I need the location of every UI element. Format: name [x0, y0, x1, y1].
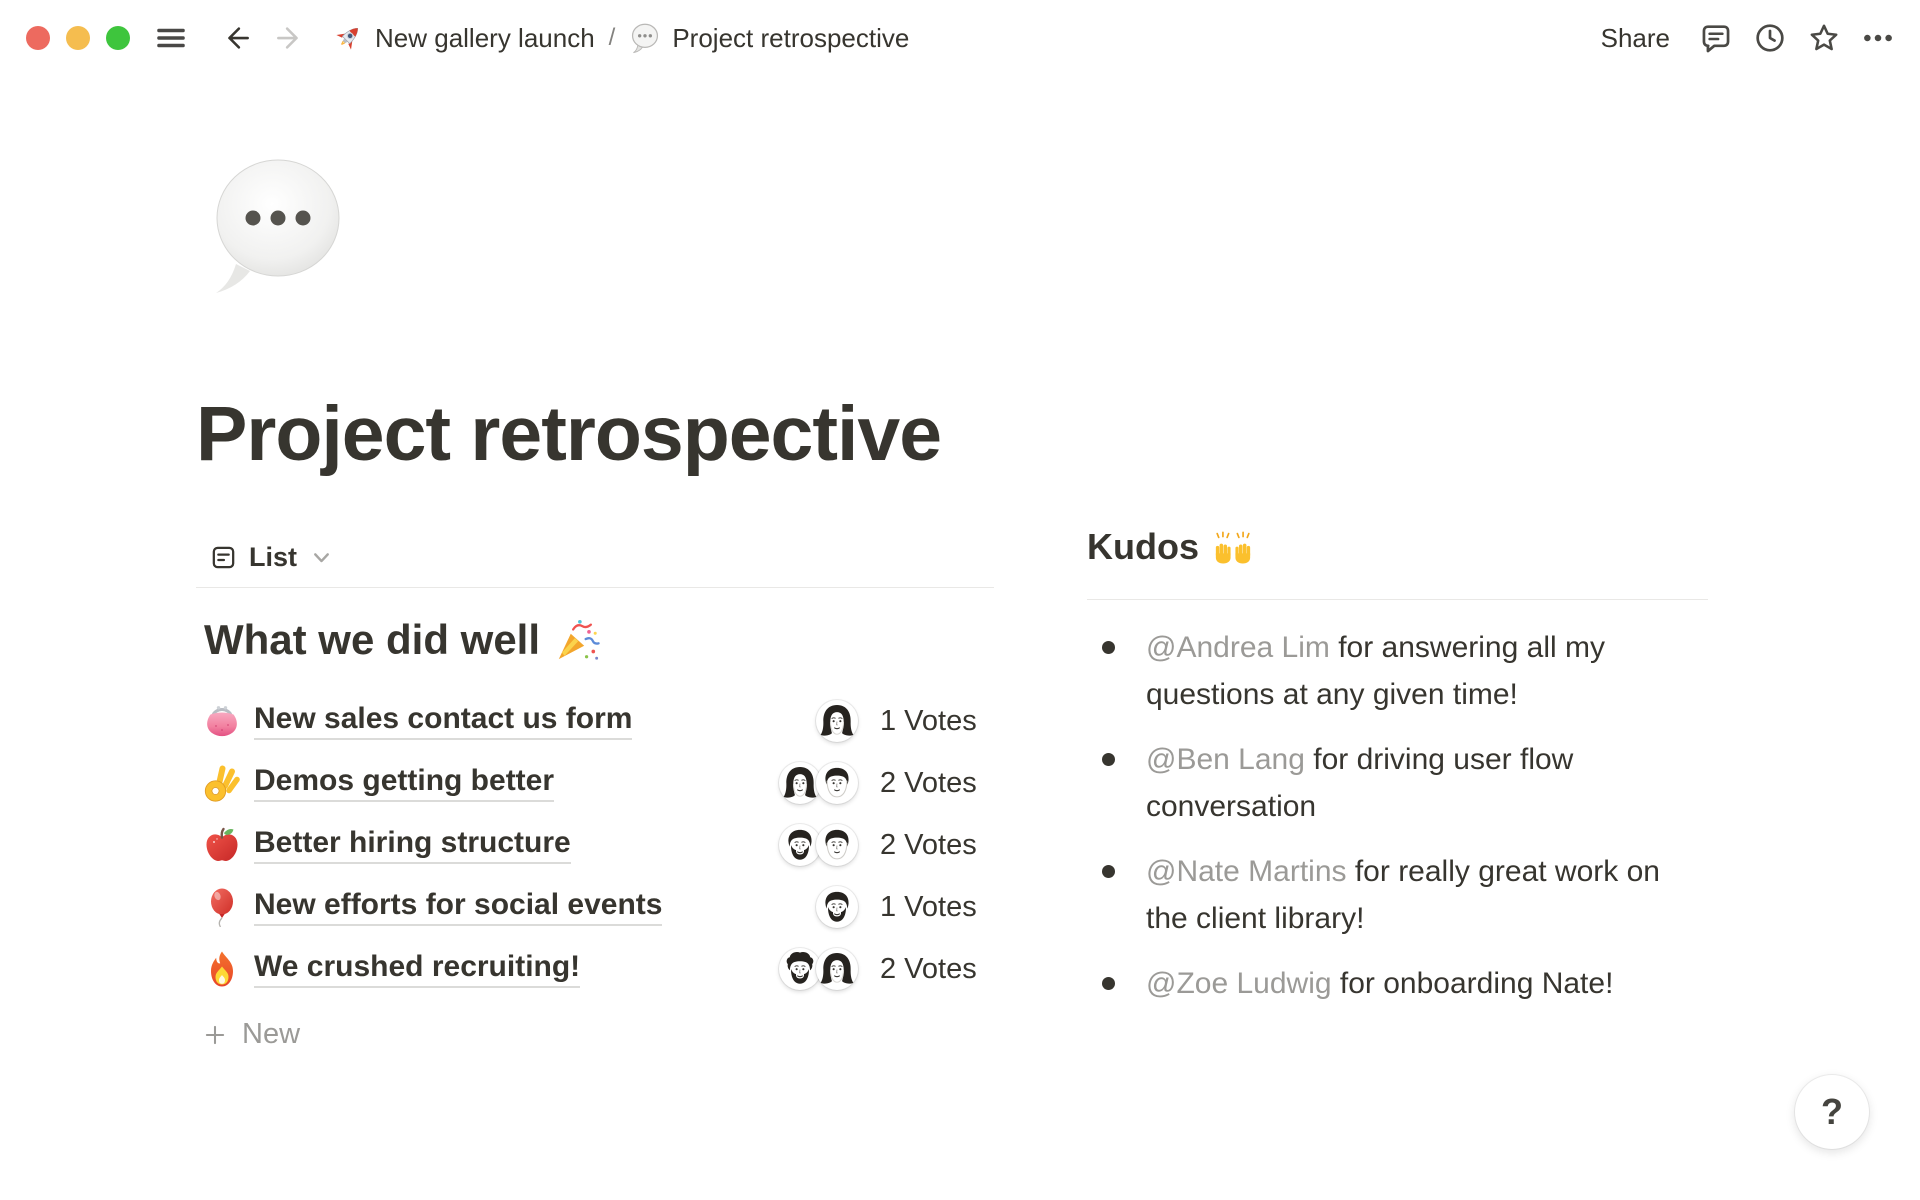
kudos-item — [1087, 960, 1708, 1007]
voter-avatars — [816, 886, 858, 928]
list-item-title[interactable]: Better hiring structure — [254, 826, 571, 864]
avatar — [779, 948, 821, 990]
coin-purse-icon — [202, 700, 244, 742]
zoom-window-button[interactable] — [106, 26, 130, 50]
list-item-row — [196, 814, 994, 876]
kudos-heading-label: Kudos — [1087, 526, 1199, 567]
share-button[interactable] — [1589, 17, 1682, 60]
avatar — [816, 948, 858, 990]
list-rows — [196, 690, 994, 1000]
ok-hand-icon — [202, 762, 244, 804]
list-item-title[interactable]: New sales contact us form — [254, 702, 632, 740]
breadcrumb-current-label: Project retrospective — [672, 22, 910, 53]
topbar — [0, 0, 1920, 76]
page-icon[interactable] — [200, 146, 354, 300]
party-popper-icon — [554, 617, 600, 663]
votes-count: 1 Votes — [880, 704, 977, 737]
votes-count: 1 Votes — [880, 890, 977, 923]
kudos-text: for answering all my questions at any given time! — [1146, 631, 1605, 711]
list-item-title[interactable]: Demos getting better — [254, 764, 554, 802]
comments-button[interactable] — [1696, 18, 1736, 58]
mention-link[interactable]: @Zoe Ludwig — [1146, 967, 1332, 1000]
breadcrumb-item-parent[interactable] — [323, 18, 603, 59]
balloon-icon — [202, 886, 244, 928]
kudos-divider — [1087, 599, 1708, 600]
kudos-item — [1087, 624, 1708, 718]
favorite-button[interactable] — [1804, 18, 1844, 58]
comment-icon — [1699, 21, 1733, 55]
share-label: Share — [1600, 22, 1670, 53]
section-heading-label: What we did well — [204, 616, 541, 663]
list-item-row — [196, 876, 994, 938]
kudos-text: for onboarding Nate! — [1331, 967, 1614, 1000]
votes-count: 2 Votes — [880, 828, 977, 861]
avatar — [816, 824, 858, 866]
arrow-left-icon — [222, 23, 252, 53]
forward-button[interactable] — [269, 18, 309, 58]
page-title[interactable]: Project retrospective — [196, 391, 942, 477]
list-item-row — [196, 752, 994, 814]
speech-balloon-icon — [200, 146, 354, 300]
rocket-icon — [331, 22, 364, 55]
raising-hands-icon — [1212, 529, 1254, 566]
avatar — [816, 886, 858, 928]
voter-avatars — [779, 824, 858, 866]
avatar — [816, 762, 858, 804]
kudos-text: for driving user flow conversation — [1146, 743, 1574, 823]
ellipsis-icon — [1861, 21, 1895, 55]
updates-button[interactable] — [1750, 18, 1790, 58]
plus-icon — [202, 1022, 228, 1048]
help-label: ? — [1821, 1091, 1843, 1132]
list-item-row — [196, 938, 994, 1000]
mention-link[interactable]: @Andrea Lim — [1146, 631, 1330, 664]
back-button[interactable] — [217, 18, 257, 58]
list-item-title[interactable]: New efforts for social events — [254, 888, 662, 926]
speech-balloon-icon — [629, 22, 661, 54]
arrow-right-icon — [274, 23, 304, 53]
votes-count: 2 Votes — [880, 952, 977, 985]
list-view-section — [196, 534, 994, 1057]
avatar — [779, 824, 821, 866]
list-item-title[interactable]: We crushed recruiting! — [254, 950, 580, 988]
sidebar-toggle-button[interactable] — [151, 18, 191, 58]
mention-link[interactable]: @Ben Lang — [1146, 743, 1305, 776]
view-switcher-tab[interactable] — [196, 534, 994, 587]
kudos-item — [1087, 848, 1708, 942]
voter-avatars — [816, 700, 858, 742]
avatar — [816, 700, 858, 742]
breadcrumb — [323, 18, 917, 59]
voter-avatars — [779, 762, 858, 804]
more-options-button[interactable] — [1858, 18, 1898, 58]
mention-link[interactable]: @Nate Martins — [1146, 855, 1347, 888]
list-view-icon — [210, 544, 237, 571]
fire-icon — [202, 948, 244, 990]
kudos-text: for really great work on the client library! — [1146, 855, 1660, 935]
list-item-row — [196, 690, 994, 752]
view-switcher-label: List — [249, 542, 298, 572]
view-divider — [196, 587, 994, 588]
kudos-section — [1087, 524, 1708, 1025]
add-new-item-button[interactable] — [202, 1012, 300, 1057]
avatar — [779, 762, 821, 804]
kudos-item — [1087, 736, 1708, 830]
votes-count: 2 Votes — [880, 766, 977, 799]
close-window-button[interactable] — [26, 26, 50, 50]
voter-avatars — [779, 948, 858, 990]
window-controls — [26, 26, 130, 50]
add-new-item-label: New — [242, 1018, 301, 1050]
breadcrumb-separator: / — [608, 24, 616, 51]
kudos-heading — [1087, 524, 1708, 570]
minimize-window-button[interactable] — [66, 26, 90, 50]
section-heading — [204, 614, 994, 666]
help-button[interactable] — [1795, 1075, 1869, 1149]
clock-icon — [1753, 21, 1787, 55]
hamburger-icon — [156, 23, 186, 53]
kudos-list — [1087, 624, 1708, 1007]
red-apple-icon — [202, 824, 244, 866]
breadcrumb-parent-label: New gallery launch — [375, 22, 595, 53]
star-icon — [1807, 21, 1841, 55]
breadcrumb-item-current[interactable] — [621, 18, 917, 58]
chevron-down-icon — [309, 545, 334, 570]
